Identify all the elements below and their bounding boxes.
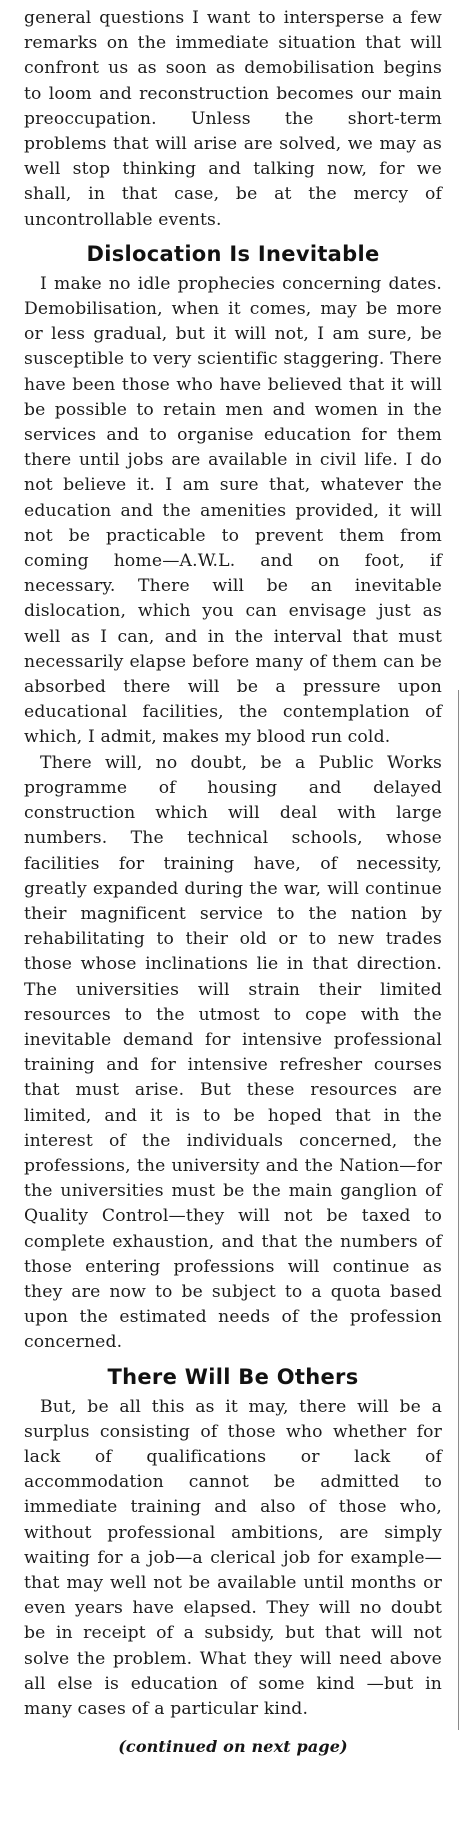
section-heading-dislocation: Dislocation Is Inevitable bbox=[86, 241, 380, 266]
column-rule bbox=[458, 690, 459, 1730]
section-heading-others: There Will Be Others bbox=[107, 1364, 359, 1389]
body-paragraph: But, be all this as it may, there will be a surplus consisting of those who whether for lack of qualifications or lack of accommodation cannot be admitted to immediate training and also of those who, without professional ambitions, are simply waiting for a job—a clerical job for example—that may well not be available until months or even years have elapsed. They will no doubt be in receipt of a subsidy, but that will not solve the problem. What they will need above all else is education of some kind —but in many cases of a particular kind. bbox=[24, 1396, 442, 1719]
article-column bbox=[24, 6, 442, 1758]
intro-paragraph: general questions I want to intersperse a few remarks on the immediate situation that will confront us as soon as demobilisation begins to loom and reconstruction becomes our main preoccupation. Unless the short-term problems that will arise are solved, we may as well stop thinking and talking now, for we shall, in that case, be at the mercy of uncontrollable events. bbox=[24, 8, 442, 230]
body-paragraph: There will, no doubt, be a Public Works programme of housing and delayed construction which will deal with large numbers. The technical schools, whose facilities for training have, of necessity, greatly expanded during the war, will continue their magnificent service to the nation by rehabilitating to their old or to new trades those whose inclinations lie in that direction. The universities will strain their limited resources to the utmost to cope with the inevitable demand for intensive professional training and for intensive refresher courses that must arise. But these resources are limited, and it is to be hoped that in the interest of the individuals concerned, the professions, the university and the Nation—for the universities must be the main ganglion of Quality Control—they will not be taxed to complete exhaustion, and that the numbers of those entering professions will continue as they are now to be subject to a quota based upon the estimated needs of the profession concerned. bbox=[24, 752, 442, 1353]
body-paragraph: I make no idle prophecies concerning dates. Demobilisation, when it comes, may be more or less gradual, but it will not, I am sure, be susceptible to very scientific staggering. There have been those who have believed that it will be possible to retain men and women in the services and to organise education for them there until jobs are available in civil life. I do not believe it. I am sure that, whatever the education and the amenities provided, it will not be practicable to prevent them from coming home—A.W.L. and on foot, if necessary. There will be an inevitable dislocation, which you can envisage just as well as I can, and in the interval that must necessarily elapse before many of them can be absorbed there will be a pressure upon educational facilities, the contemplation of which, I admit, makes my blood run cold. bbox=[24, 273, 442, 748]
continued-note: (continued on next page) bbox=[118, 1737, 348, 1757]
